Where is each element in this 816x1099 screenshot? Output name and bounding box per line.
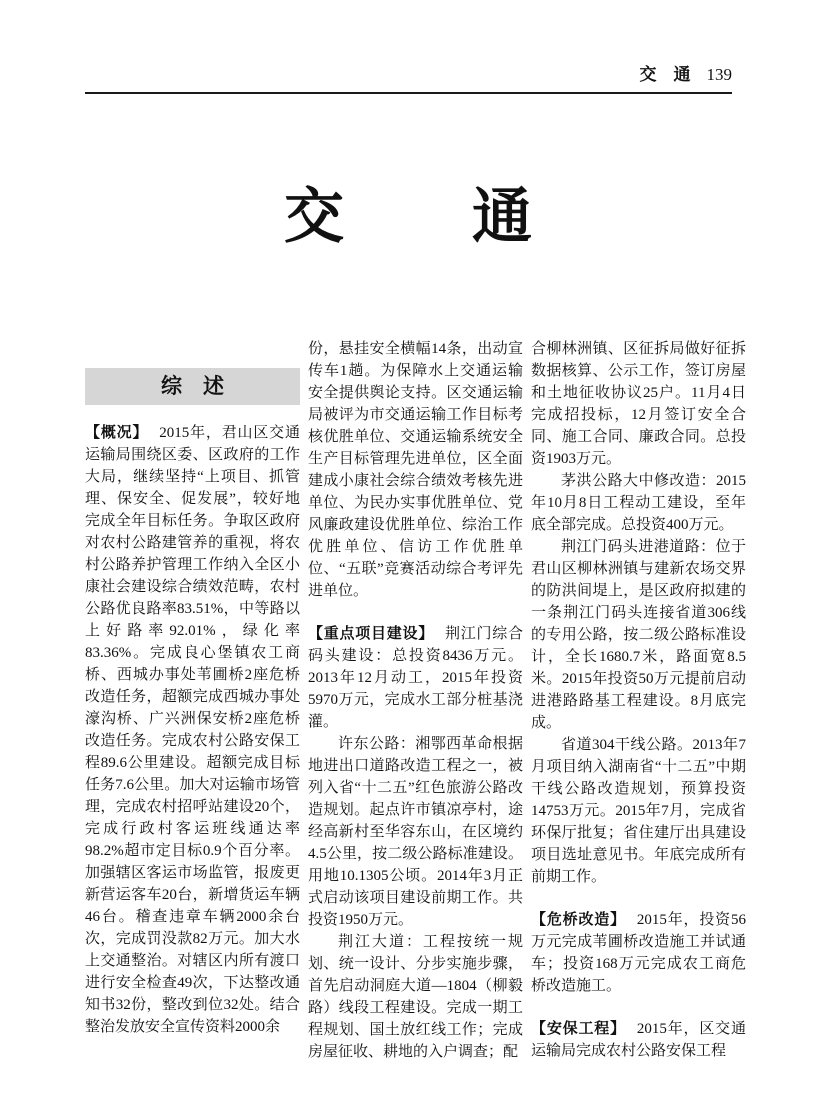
entry-paragraph bbox=[531, 909, 746, 997]
body-paragraph bbox=[531, 338, 746, 470]
chapter-title-char-right: 通 bbox=[472, 184, 532, 250]
paragraph-text: 茅洪公路大中修改造：2015年10月8日工程动工建设，至年底全部完成。总投资400万元。 bbox=[531, 473, 746, 533]
entry-label: 【危桥改造】 bbox=[531, 911, 626, 928]
chapter-title-char-left: 交 bbox=[284, 184, 344, 250]
paragraph-text: 省道304干线公路。2013年7月项目纳入湖南省“十二五”中期干线公路改造规划，预算投资14753万元。2015年7月，完成省环保厅批复；省住建厅出具建设项目选址意见书。年底完成所有前期工作。 bbox=[531, 737, 746, 885]
paragraph-text: 2015年，区交通运输局完成农村公路安保工程 bbox=[531, 1021, 746, 1059]
paragraph-text: 荆江大道：工程按统一规划、统一设计、分步实施步骤，首先启动洞庭大道—1804（柳毅路）线段工程建设。完成一期工程规划、国土放红线工作；完成房屋征收、耕地的入户调查；配 bbox=[308, 934, 523, 1060]
entry-label: 【重点项目建设】 bbox=[308, 625, 434, 642]
paragraph-text: 荆江门码头进港道路：位于君山区柳林洲镇与建新农场交界的防洪间堤上，是区政府拟建的一条荆江门码头连接省道306线的专用公路，按二级公路标准设计，全长1680.7米，路面宽8.5米。2015年投资50万元提前启动进港路路基工程建设。8月底完成。 bbox=[531, 539, 746, 731]
column-middle bbox=[308, 338, 523, 1063]
page-number: 139 bbox=[706, 65, 732, 84]
running-header bbox=[85, 60, 732, 94]
body-paragraph bbox=[308, 338, 523, 602]
chapter-title bbox=[0, 178, 816, 256]
text-columns bbox=[85, 338, 747, 1063]
body-paragraph bbox=[531, 734, 746, 888]
paragraph-text: 合柳林洲镇、区征拆局做好征拆数据核算、公示工作，签订房屋和土地征收协议25户。11月4日完成招投标，12月签订安全合同、施工合同、廉政合同。总投资1903万元。 bbox=[531, 341, 746, 467]
paragraph-text: 许东公路：湘鄂西革命根据地进出口道路改造工程之一，被列入省“十二五”红色旅游公路改造规划。起点许市镇凉亭村，途经高新村至华容东山，在区境约4.5公里，按二级公路标准建设。用地10.1305公顷。2014年3月正式启动该项目建设前期工作。共投资1950万元。 bbox=[308, 736, 523, 928]
entry-label: 【安保工程】 bbox=[531, 1020, 626, 1037]
body-paragraph bbox=[531, 536, 746, 734]
entry-paragraph bbox=[85, 422, 300, 1038]
body-paragraph bbox=[308, 733, 523, 931]
entry-paragraph bbox=[308, 623, 523, 733]
running-header-section-title: 交 通 bbox=[639, 65, 691, 84]
paragraph-text: 荆江门综合码头建设：总投资8436万元。2013年12月动工，2015年投资5970万元，完成水工部分桩基浇灌。 bbox=[308, 626, 523, 730]
paragraph-text: 份，悬挂安全横幅14条，出动宣传车1趟。为保障水上交通运输安全提供舆论支持。区交通运输局被评为市交通运输工作目标考核优胜单位、交通运输系统安全生产目标管理先进单位，区全面建成小康社会综合绩效考核先进单位、为民办实事优胜单位、党风廉政建设优胜单位、综治工作优胜单位、信访工作优胜单位、“五联”竞赛活动综合考评先进单位。 bbox=[308, 341, 523, 599]
body-paragraph bbox=[308, 931, 523, 1063]
column-left bbox=[85, 338, 300, 1063]
entry-paragraph bbox=[531, 1018, 746, 1062]
paragraph-text: 2015年，投资56万元完成苇圃桥改造施工并试通车；投资168万元完成农工商危桥改造施工。 bbox=[531, 912, 746, 994]
summary-section-heading: 综 述 bbox=[85, 368, 300, 405]
entry-label: 【概况】 bbox=[85, 424, 149, 441]
paragraph-text: 2015年，君山区交通运输局围绕区委、区政府的工作大局，继续坚持“上项目、抓管理、保安全、促发展”，较好地完成全年目标任务。争取区政府对农村公路建管养的重视，将农村公路养护管理工作纳入全区小康社会建设综合绩效范畴，农村公路优良路率83.51%，中等路以上好路率92.01%，绿化率83.36%。完成良心堡镇农工商桥、西城办事处苇圃桥2座危桥改造任务，超额完成西城办事处濠沟桥、广兴洲保安桥2座危桥改造任务。完成农村公路安保工程89.6公里建设。超额完成目标任务7.6公里。加大对运输市场管理，完成农村招呼站建设20个，完成行政村客运班线通达率98.2%超市定目标0.9个百分率。加强辖区客运市场监管，报废更新营运客车20台，新增货运车辆46台。稽查违章车辆2000余台次，完成罚没款82万元。加大水上交通整治。对辖区内所有渡口进行安全检查49次，下达整改通知书32份，整改到位32处。结合整治发放安全宣传资料2000余 bbox=[85, 425, 300, 1035]
body-paragraph bbox=[531, 470, 746, 536]
column-right bbox=[531, 338, 746, 1063]
